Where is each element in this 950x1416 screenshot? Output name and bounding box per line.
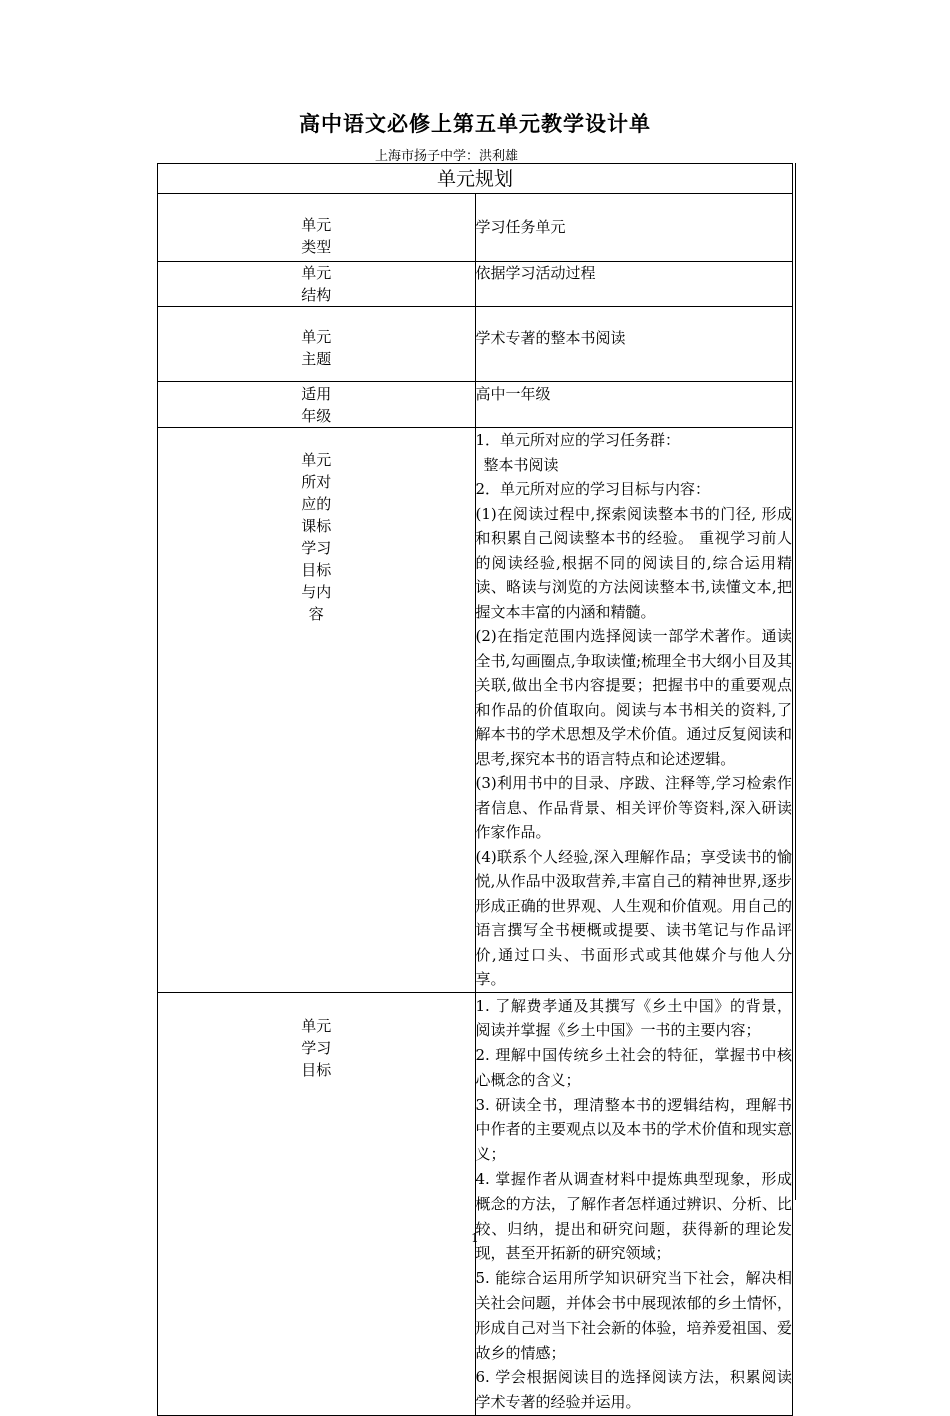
document-title: 高中语文必修上第五单元教学设计单: [299, 112, 651, 136]
row-label-grade: 适用年级: [158, 382, 476, 428]
page-number: 1: [471, 1231, 479, 1245]
table-row: [158, 382, 793, 428]
table-outer-border: [795, 163, 796, 1200]
table-row: [158, 194, 793, 262]
unit-plan-table: [157, 163, 793, 1416]
goal-item: 3. 研读全书，理清整本书的逻辑结构，理解书中作者的主要观点以及本书的学术价值和现实意义；: [475, 1095, 792, 1164]
standards-paragraph: (2)在指定范围内选择阅读一部学术著作。通读全书,勾画圈点,争取读懂;梳理全书大纲小目及其关联,做出全书内容提要；把握书中的重要观点和作品的价值取向。阅读与本书相关的资料,了解本书的学术思想及学术价值。通过反复阅读和思考,探究本书的语言特点和论述逻辑。: [475, 627, 792, 768]
goal-item: 6. 学会根据阅读目的选择阅读方法，积累阅读学术专著的经验并运用。: [475, 1368, 792, 1412]
table-header: 单元规划: [158, 164, 793, 194]
row-label-unit-type: 单元类型: [158, 194, 476, 262]
goal-item: 4. 掌握作者从调查材料中提炼典型现象，形成概念的方法，了解作者怎样通过辨识、分析、比较、归纳，提出和研究问题，获得新的理论发现，甚至开拓新的研究领域；: [475, 1170, 792, 1263]
standards-paragraph: 2．单元所对应的学习目标与内容：: [475, 480, 711, 498]
row-label-unit-structure: 单元结构: [158, 262, 476, 307]
goal-item: 5. 能综合运用所学知识研究当下社会，解决相关社会问题，并体会书中展现浓郁的乡土情怀，形成自己对当下社会新的体验，培养爱祖国、爱故乡的情感；: [475, 1269, 792, 1362]
row-value-unit-type: 学习任务单元: [475, 194, 793, 262]
goal-item: 1. 了解费孝通及其撰写《乡土中国》的背景，阅读并掌握《乡土中国》一书的主要内容；: [475, 996, 792, 1040]
standards-paragraph: 1．单元所对应的学习任务群：: [475, 431, 681, 449]
row-label-unit-theme: 单元主题: [158, 307, 476, 382]
goal-item: 2. 理解中国传统乡土社会的特征，掌握书中核心概念的含义；: [475, 1046, 792, 1089]
table-row: [158, 428, 793, 993]
standards-paragraph: 整本书阅读: [483, 455, 559, 474]
author-line: 上海市扬子中学：洪利雄: [375, 149, 519, 164]
table-row: [158, 992, 793, 1416]
row-value-unit-theme: 学术专著的整本书阅读: [475, 307, 793, 382]
table-header-row: [158, 164, 793, 194]
row-value-standards: [475, 428, 793, 993]
row-label-goals: 单元学习目标: [158, 992, 476, 1416]
row-value-unit-structure: 依据学习活动过程: [475, 262, 793, 307]
standards-paragraph: (1)在阅读过程中,探索阅读整本书的门径, 形成和积累自己阅读整本书的经验。 重视学习前人的阅读经验,根据不同的阅读目的,综合运用精读、略读与浏览的方法阅读整本书,读懂文本,把握文本丰富的内涵和精髓。: [475, 504, 792, 621]
standards-paragraph: (4)联系个人经验,深入理解作品；享受读书的愉悦,从作品中汲取营养,丰富自己的精神世界,逐步形成正确的世界观、人生观和价值观。用自己的语言撰写全书梗概或提要、读书笔记与作品评价,通过口头、书面形式或其他媒介与他人分享。: [475, 847, 792, 988]
row-value-grade: 高中一年级: [475, 382, 793, 428]
standards-paragraph: (3)利用书中的目录、序跋、注释等,学习检索作者信息、作品背景、相关评价等资料,深入研读作家作品。: [475, 774, 792, 841]
row-label-standards: 单元所对应的课标学习目标与内容: [158, 428, 476, 993]
row-value-goals: [475, 992, 793, 1416]
table-row: [158, 262, 793, 307]
table-row: [158, 307, 793, 382]
